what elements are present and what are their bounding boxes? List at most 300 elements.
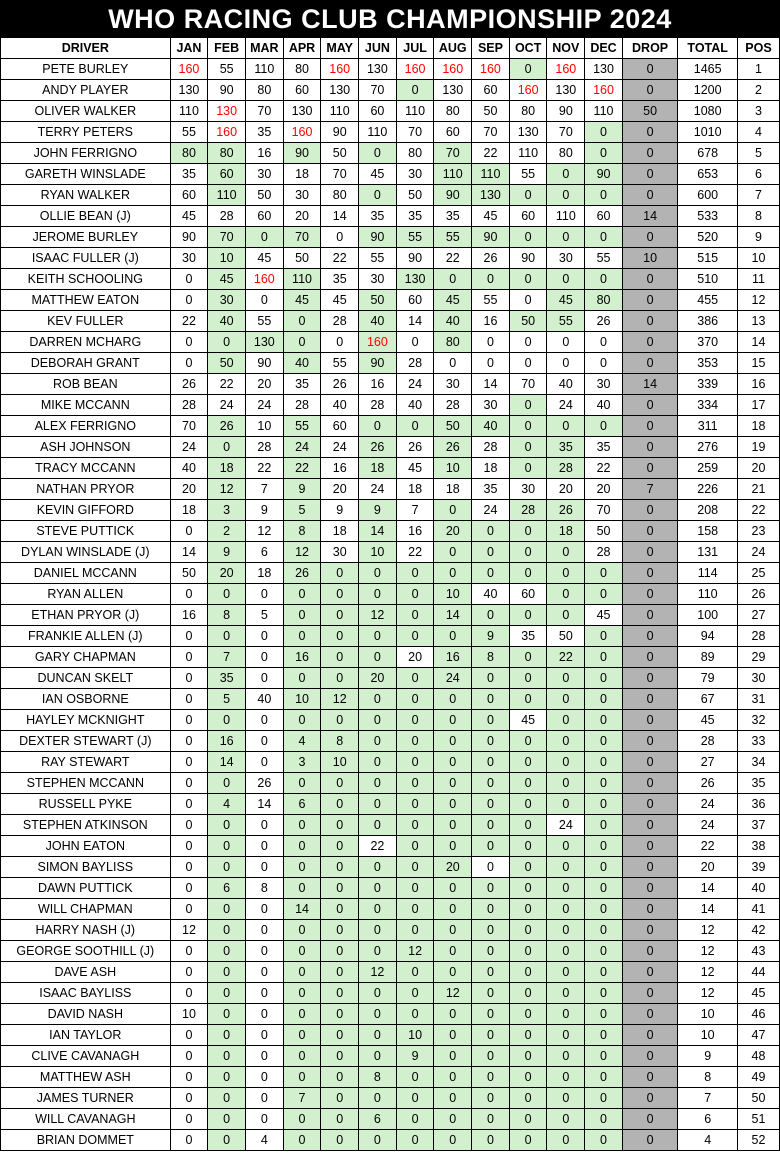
score-cell-jan: 0 [170, 962, 208, 983]
table-row [1, 857, 780, 878]
score-cell-jun: 160 [359, 332, 397, 353]
score-cell-feb: 160 [208, 122, 246, 143]
drop-cell: 0 [622, 794, 677, 815]
table-row [1, 185, 780, 206]
score-cell-sep: 0 [472, 1004, 510, 1025]
score-cell-oct: 0 [509, 521, 547, 542]
score-cell-may: 0 [321, 878, 359, 899]
drop-cell: 0 [622, 458, 677, 479]
score-cell-dec: 90 [585, 164, 623, 185]
total-cell: 208 [678, 500, 738, 521]
score-cell-oct: 0 [509, 416, 547, 437]
score-cell-may: 40 [321, 395, 359, 416]
score-cell-jan: 16 [170, 605, 208, 626]
score-cell-oct: 0 [509, 353, 547, 374]
score-cell-jan: 12 [170, 920, 208, 941]
total-cell: 311 [678, 416, 738, 437]
score-cell-jun: 6 [359, 1109, 397, 1130]
score-cell-may: 0 [321, 1067, 359, 1088]
score-cell-may: 24 [321, 437, 359, 458]
score-cell-nov: 30 [547, 248, 585, 269]
position-cell: 42 [738, 920, 780, 941]
score-cell-aug: 14 [434, 605, 472, 626]
score-cell-sep: 0 [472, 836, 510, 857]
drop-cell: 0 [622, 185, 677, 206]
driver-name: DEBORAH GRANT [1, 353, 171, 374]
score-cell-jul: 0 [396, 710, 434, 731]
score-cell-mar: 9 [245, 500, 283, 521]
score-cell-dec: 50 [585, 521, 623, 542]
score-cell-oct: 0 [509, 920, 547, 941]
score-cell-oct: 0 [509, 437, 547, 458]
score-cell-mar: 0 [245, 815, 283, 836]
score-cell-nov: 24 [547, 815, 585, 836]
score-cell-may: 20 [321, 479, 359, 500]
driver-name: MATTHEW EATON [1, 290, 171, 311]
score-cell-jun: 9 [359, 500, 397, 521]
score-cell-jan: 50 [170, 563, 208, 584]
score-cell-jun: 0 [359, 710, 397, 731]
score-cell-dec: 0 [585, 1130, 623, 1151]
score-cell-jun: 0 [359, 752, 397, 773]
score-cell-apr: 0 [283, 605, 321, 626]
drop-cell: 0 [622, 437, 677, 458]
driver-name: DAVID NASH [1, 1004, 171, 1025]
score-cell-apr: 70 [283, 227, 321, 248]
table-row [1, 647, 780, 668]
score-cell-feb: 0 [208, 1067, 246, 1088]
score-cell-nov: 0 [547, 857, 585, 878]
column-header-sep: SEP [472, 38, 510, 59]
total-cell: 510 [678, 269, 738, 290]
score-cell-aug: 0 [434, 1130, 472, 1151]
score-cell-oct: 160 [509, 80, 547, 101]
score-cell-jul: 0 [396, 731, 434, 752]
score-cell-sep: 0 [472, 563, 510, 584]
score-cell-oct: 0 [509, 794, 547, 815]
drop-cell: 14 [622, 374, 677, 395]
score-cell-jan: 90 [170, 227, 208, 248]
score-cell-sep: 160 [472, 59, 510, 80]
table-row [1, 1046, 780, 1067]
score-cell-apr: 0 [283, 941, 321, 962]
score-cell-jan: 0 [170, 752, 208, 773]
column-header-total: TOTAL [678, 38, 738, 59]
table-row [1, 1004, 780, 1025]
score-cell-jun: 90 [359, 227, 397, 248]
score-cell-nov: 0 [547, 542, 585, 563]
drop-cell: 0 [622, 1004, 677, 1025]
score-cell-nov: 0 [547, 941, 585, 962]
score-cell-apr: 0 [283, 668, 321, 689]
score-cell-sep: 50 [472, 101, 510, 122]
score-cell-oct: 0 [509, 1004, 547, 1025]
score-cell-jan: 0 [170, 353, 208, 374]
table-row [1, 710, 780, 731]
drop-cell: 0 [622, 752, 677, 773]
score-cell-sep: 0 [472, 731, 510, 752]
score-cell-dec: 0 [585, 731, 623, 752]
score-cell-jan: 0 [170, 857, 208, 878]
score-cell-dec: 70 [585, 500, 623, 521]
table-row [1, 437, 780, 458]
championship-table [0, 37, 780, 1151]
drop-cell: 0 [622, 143, 677, 164]
score-cell-nov: 0 [547, 878, 585, 899]
score-cell-jun: 0 [359, 899, 397, 920]
position-cell: 16 [738, 374, 780, 395]
score-cell-jan: 0 [170, 1130, 208, 1151]
score-cell-mar: 80 [245, 80, 283, 101]
drop-cell: 0 [622, 773, 677, 794]
table-row [1, 500, 780, 521]
position-cell: 46 [738, 1004, 780, 1025]
score-cell-feb: 16 [208, 731, 246, 752]
score-cell-oct: 35 [509, 626, 547, 647]
score-cell-jul: 0 [396, 1067, 434, 1088]
total-cell: 12 [678, 962, 738, 983]
total-cell: 1200 [678, 80, 738, 101]
total-cell: 520 [678, 227, 738, 248]
score-cell-jun: 14 [359, 521, 397, 542]
score-cell-sep: 0 [472, 899, 510, 920]
score-cell-jan: 70 [170, 416, 208, 437]
score-cell-jan: 130 [170, 80, 208, 101]
score-cell-jul: 7 [396, 500, 434, 521]
column-header-mar: MAR [245, 38, 283, 59]
driver-name: TRACY MCCANN [1, 458, 171, 479]
score-cell-apr: 55 [283, 416, 321, 437]
score-cell-dec: 0 [585, 1046, 623, 1067]
score-cell-aug: 0 [434, 353, 472, 374]
score-cell-jun: 0 [359, 185, 397, 206]
score-cell-apr: 0 [283, 878, 321, 899]
score-cell-aug: 45 [434, 290, 472, 311]
position-cell: 49 [738, 1067, 780, 1088]
position-cell: 30 [738, 668, 780, 689]
score-cell-jun: 0 [359, 1004, 397, 1025]
table-row [1, 983, 780, 1004]
score-cell-oct: 0 [509, 395, 547, 416]
score-cell-jan: 20 [170, 479, 208, 500]
score-cell-sep: 0 [472, 857, 510, 878]
score-cell-jul: 0 [396, 1130, 434, 1151]
score-cell-apr: 10 [283, 689, 321, 710]
position-cell: 50 [738, 1088, 780, 1109]
score-cell-may: 0 [321, 1025, 359, 1046]
score-cell-oct: 0 [509, 59, 547, 80]
position-cell: 35 [738, 773, 780, 794]
position-cell: 41 [738, 899, 780, 920]
score-cell-aug: 0 [434, 878, 472, 899]
score-cell-dec: 0 [585, 416, 623, 437]
table-row [1, 59, 780, 80]
score-cell-apr: 40 [283, 353, 321, 374]
score-cell-jul: 12 [396, 941, 434, 962]
score-cell-mar: 0 [245, 290, 283, 311]
position-cell: 3 [738, 101, 780, 122]
score-cell-jan: 0 [170, 899, 208, 920]
score-cell-feb: 6 [208, 878, 246, 899]
score-cell-apr: 0 [283, 836, 321, 857]
score-cell-may: 22 [321, 248, 359, 269]
score-cell-apr: 0 [283, 1130, 321, 1151]
score-cell-aug: 0 [434, 773, 472, 794]
score-cell-sep: 0 [472, 794, 510, 815]
driver-name: ETHAN PRYOR (J) [1, 605, 171, 626]
score-cell-nov: 0 [547, 689, 585, 710]
total-cell: 89 [678, 647, 738, 668]
score-cell-feb: 24 [208, 395, 246, 416]
score-cell-dec: 0 [585, 269, 623, 290]
score-cell-sep: 0 [472, 752, 510, 773]
score-cell-apr: 14 [283, 899, 321, 920]
score-cell-nov: 26 [547, 500, 585, 521]
score-cell-jan: 0 [170, 584, 208, 605]
score-cell-aug: 80 [434, 101, 472, 122]
score-cell-aug: 50 [434, 416, 472, 437]
score-cell-aug: 80 [434, 332, 472, 353]
score-cell-dec: 0 [585, 227, 623, 248]
score-cell-feb: 0 [208, 920, 246, 941]
header-row [1, 38, 780, 59]
score-cell-jun: 0 [359, 878, 397, 899]
position-cell: 26 [738, 584, 780, 605]
driver-name: STEPHEN ATKINSON [1, 815, 171, 836]
score-cell-oct: 0 [509, 647, 547, 668]
position-cell: 33 [738, 731, 780, 752]
score-cell-nov: 55 [547, 311, 585, 332]
score-cell-may: 80 [321, 185, 359, 206]
position-cell: 6 [738, 164, 780, 185]
position-cell: 12 [738, 290, 780, 311]
score-cell-feb: 0 [208, 1109, 246, 1130]
position-cell: 21 [738, 479, 780, 500]
score-cell-jan: 24 [170, 437, 208, 458]
score-cell-may: 28 [321, 311, 359, 332]
score-cell-feb: 0 [208, 1025, 246, 1046]
score-cell-aug: 26 [434, 437, 472, 458]
position-cell: 17 [738, 395, 780, 416]
total-cell: 10 [678, 1025, 738, 1046]
score-cell-nov: 0 [547, 185, 585, 206]
score-cell-jan: 60 [170, 185, 208, 206]
score-cell-apr: 0 [283, 983, 321, 1004]
score-cell-jun: 55 [359, 248, 397, 269]
driver-name: JAMES TURNER [1, 1088, 171, 1109]
score-cell-nov: 0 [547, 605, 585, 626]
score-cell-aug: 0 [434, 500, 472, 521]
drop-cell: 0 [622, 59, 677, 80]
score-cell-may: 0 [321, 773, 359, 794]
score-cell-jun: 26 [359, 437, 397, 458]
score-cell-nov: 24 [547, 395, 585, 416]
score-cell-mar: 0 [245, 668, 283, 689]
position-cell: 19 [738, 437, 780, 458]
score-cell-jul: 9 [396, 1046, 434, 1067]
score-cell-mar: 0 [245, 1046, 283, 1067]
score-cell-mar: 35 [245, 122, 283, 143]
score-cell-mar: 40 [245, 689, 283, 710]
score-cell-mar: 16 [245, 143, 283, 164]
table-row [1, 122, 780, 143]
score-cell-may: 0 [321, 1130, 359, 1151]
score-cell-feb: 28 [208, 206, 246, 227]
score-cell-may: 0 [321, 710, 359, 731]
score-cell-jul: 45 [396, 458, 434, 479]
score-cell-jan: 0 [170, 1088, 208, 1109]
driver-name: HAYLEY MCKNIGHT [1, 710, 171, 731]
score-cell-aug: 0 [434, 1067, 472, 1088]
position-cell: 27 [738, 605, 780, 626]
drop-cell: 0 [622, 605, 677, 626]
score-cell-may: 45 [321, 290, 359, 311]
position-cell: 25 [738, 563, 780, 584]
score-cell-may: 9 [321, 500, 359, 521]
table-row [1, 605, 780, 626]
score-cell-jul: 0 [396, 1004, 434, 1025]
driver-name: ALEX FERRIGNO [1, 416, 171, 437]
score-cell-oct: 0 [509, 983, 547, 1004]
total-cell: 12 [678, 920, 738, 941]
score-cell-dec: 110 [585, 101, 623, 122]
score-cell-jun: 16 [359, 374, 397, 395]
score-cell-jun: 24 [359, 479, 397, 500]
position-cell: 9 [738, 227, 780, 248]
score-cell-sep: 0 [472, 1046, 510, 1067]
score-cell-jul: 0 [396, 668, 434, 689]
score-cell-jul: 24 [396, 374, 434, 395]
score-cell-jan: 35 [170, 164, 208, 185]
score-cell-feb: 10 [208, 248, 246, 269]
score-cell-sep: 0 [472, 773, 510, 794]
score-cell-jan: 0 [170, 521, 208, 542]
score-cell-apr: 0 [283, 311, 321, 332]
driver-name: PETE BURLEY [1, 59, 171, 80]
position-cell: 14 [738, 332, 780, 353]
score-cell-may: 160 [321, 59, 359, 80]
position-cell: 13 [738, 311, 780, 332]
position-cell: 20 [738, 458, 780, 479]
total-cell: 678 [678, 143, 738, 164]
table-row [1, 416, 780, 437]
score-cell-aug: 12 [434, 983, 472, 1004]
score-cell-mar: 6 [245, 542, 283, 563]
drop-cell: 0 [622, 626, 677, 647]
driver-name: KEV FULLER [1, 311, 171, 332]
driver-name: BRIAN DOMMET [1, 1130, 171, 1151]
score-cell-feb: 0 [208, 584, 246, 605]
score-cell-oct: 60 [509, 584, 547, 605]
score-cell-apr: 0 [283, 1004, 321, 1025]
score-cell-mar: 0 [245, 1088, 283, 1109]
score-cell-oct: 0 [509, 752, 547, 773]
total-cell: 653 [678, 164, 738, 185]
score-cell-feb: 110 [208, 185, 246, 206]
position-cell: 2 [738, 80, 780, 101]
driver-name: JOHN EATON [1, 836, 171, 857]
total-cell: 276 [678, 437, 738, 458]
table-header [1, 38, 780, 59]
total-cell: 353 [678, 353, 738, 374]
score-cell-jan: 0 [170, 626, 208, 647]
table-row [1, 1130, 780, 1151]
score-cell-nov: 0 [547, 227, 585, 248]
drop-cell: 14 [622, 206, 677, 227]
total-cell: 94 [678, 626, 738, 647]
score-cell-apr: 18 [283, 164, 321, 185]
table-row [1, 80, 780, 101]
score-cell-mar: 20 [245, 374, 283, 395]
score-cell-aug: 0 [434, 899, 472, 920]
score-cell-jan: 0 [170, 983, 208, 1004]
total-cell: 334 [678, 395, 738, 416]
score-cell-feb: 90 [208, 80, 246, 101]
score-cell-aug: 40 [434, 311, 472, 332]
driver-name: OLLIE BEAN (J) [1, 206, 171, 227]
score-cell-feb: 4 [208, 794, 246, 815]
drop-cell: 0 [622, 983, 677, 1004]
driver-name: DEXTER STEWART (J) [1, 731, 171, 752]
score-cell-oct: 0 [509, 1109, 547, 1130]
table-row [1, 626, 780, 647]
score-cell-jun: 0 [359, 626, 397, 647]
column-header-may: MAY [321, 38, 359, 59]
score-cell-may: 55 [321, 353, 359, 374]
drop-cell: 0 [622, 416, 677, 437]
score-cell-jul: 16 [396, 521, 434, 542]
score-cell-dec: 0 [585, 1109, 623, 1130]
score-cell-mar: 130 [245, 332, 283, 353]
score-cell-aug: 28 [434, 395, 472, 416]
table-row [1, 899, 780, 920]
score-cell-mar: 45 [245, 248, 283, 269]
score-cell-apr: 60 [283, 80, 321, 101]
score-cell-aug: 0 [434, 269, 472, 290]
score-cell-nov: 0 [547, 1025, 585, 1046]
score-cell-jul: 0 [396, 1109, 434, 1130]
score-cell-mar: 0 [245, 899, 283, 920]
table-row [1, 836, 780, 857]
score-cell-dec: 28 [585, 542, 623, 563]
position-cell: 11 [738, 269, 780, 290]
score-cell-oct: 0 [509, 269, 547, 290]
score-cell-jun: 12 [359, 962, 397, 983]
position-cell: 18 [738, 416, 780, 437]
score-cell-aug: 0 [434, 689, 472, 710]
score-cell-jul: 26 [396, 437, 434, 458]
page-title: WHO RACING CLUB CHAMPIONSHIP 2024 [0, 0, 780, 37]
score-cell-jan: 28 [170, 395, 208, 416]
score-cell-jun: 0 [359, 1025, 397, 1046]
score-cell-oct: 0 [509, 878, 547, 899]
drop-cell: 0 [622, 836, 677, 857]
score-cell-mar: 0 [245, 920, 283, 941]
score-cell-jan: 0 [170, 815, 208, 836]
score-cell-jul: 0 [396, 857, 434, 878]
score-cell-sep: 40 [472, 416, 510, 437]
drop-cell: 0 [622, 1088, 677, 1109]
score-cell-jun: 12 [359, 605, 397, 626]
total-cell: 226 [678, 479, 738, 500]
score-cell-apr: 130 [283, 101, 321, 122]
score-cell-dec: 0 [585, 689, 623, 710]
score-cell-mar: 14 [245, 794, 283, 815]
score-cell-apr: 7 [283, 1088, 321, 1109]
total-cell: 131 [678, 542, 738, 563]
total-cell: 28 [678, 731, 738, 752]
score-cell-jul: 20 [396, 647, 434, 668]
